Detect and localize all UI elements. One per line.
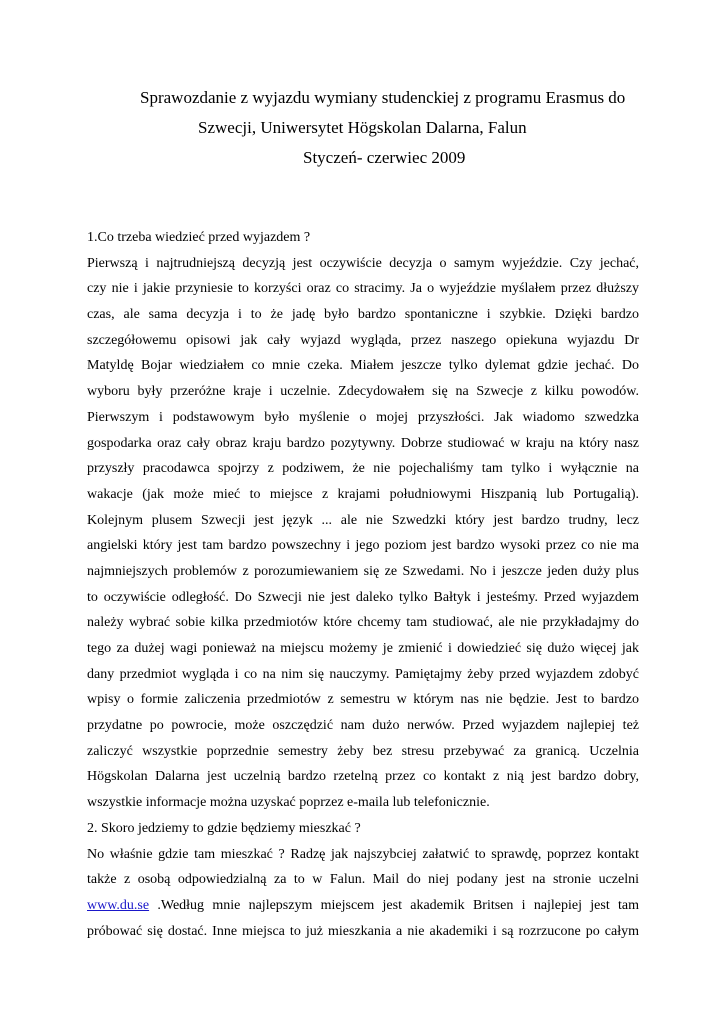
document-title-date: Styczeń- czerwiec 2009 xyxy=(303,148,466,167)
university-website-link[interactable]: www.du.se xyxy=(87,897,150,913)
paragraph-line: angielski który jest tam bardzo powszechny i jego poziom jest bardzo wysoki przez co nie ma xyxy=(87,538,639,554)
paragraph-line: tego za dużej wagi ponieważ na miejscu możemy je zmienić i dowiedzieć się dużo więcej jak xyxy=(87,641,639,656)
paragraph-line: wakacje (jak może mieć to miejsce z krajami południowymi Hiszpanią lub Portugalią). xyxy=(87,486,639,502)
section-heading-1: 1.Co trzeba wiedzieć przed wyjazdem ? xyxy=(87,230,311,245)
paragraph-line: Matyldę Bojar wiedziałem co mnie czeka. Miałem jeszcze tylko dylemat gdzie jechać. Do xyxy=(87,358,639,374)
paragraph-line: wpisy o formie zaliczenia przedmiotów z semestru w którym nas nie będzie. Jest to bardzo xyxy=(87,692,639,708)
paragraph-line: No właśnie gdzie tam mieszkać ? Radzę jak najszybciej załatwić to sprawdę, poprzez kontakt xyxy=(87,846,639,862)
paragraph-line: Pierwszym i podstawowym było myślenie o mojej przyszłości. Jak wiadomo szwedzka xyxy=(87,409,639,425)
paragraph-line: także z osobą odpowiedzialną za to w Falun. Mail do niej podany jest na stronie uczelni xyxy=(87,872,639,888)
paragraph-line: Pierwszą i najtrudniejszą decyzją jest oczywiście decyzja o samym wyjeździe. Czy jechać, xyxy=(87,255,639,271)
paragraph-line: należy wybrać sobie kilka przedmiotów które chcemy tam studiować, ale nie przykładajmy do xyxy=(87,615,639,631)
section-heading-2: 2. Skoro jedziemy to gdzie będziemy mieszkać ? xyxy=(87,820,361,836)
document-title-line-2: Szwecji, Uniwersytet Högskolan Dalarna, Falun xyxy=(198,118,527,137)
paragraph-line: najmniejszych problemów z porozumiewaniem się ze Szwedami. No i jeszcze jeden duży plus xyxy=(87,563,639,579)
paragraph-line: Kolejnym plusem Szwecji jest język ... ale nie Szwedzki który jest bardzo trudny, lecz xyxy=(87,512,639,528)
paragraph-line: Högskolan Dalarna jest uczelnią bardzo rzetelną przez co kontakt z nią jest bardzo dobry, xyxy=(87,769,639,785)
paragraph-line: szczegółowemu opisowi jak cały wyjazd wygląda, przez naszego opiekuna wyjazdu Dr xyxy=(87,332,639,348)
document-body xyxy=(87,225,639,944)
paragraph-text-after-link: .Według mnie najlepszym miejscem jest akademik Britsen i najlepiej jest tam xyxy=(149,897,639,913)
document-title-line-1: Sprawozdanie z wyjazdu wymiany studenckiej z programu Erasmus do xyxy=(140,88,626,107)
paragraph-line: czy nie i jakie przyniesie to korzyści oraz co stracimy. Ja o wyjeździe myślałem przez dłuższy xyxy=(87,281,639,297)
paragraph-line: przyszły pracodawca spojrzy z podziwem, że nie pojechaliśmy tam tylko i wyłącznie na xyxy=(87,461,639,477)
paragraph-line: wszystkie informacje można uzyskać poprzez e-maila lub telefonicznie. xyxy=(87,795,490,811)
paragraph-line: gospodarka oraz cały obraz kraju bardzo pozytywny. Dobrze studiować w kraju na który nasz xyxy=(87,435,639,451)
paragraph-line: to oczywiście odległość. Do Szwecji nie jest daleko tylko Bałtyk i jesteśmy. Przed wyjazdem xyxy=(87,589,639,605)
paragraph-line: wyboru były przeróżne kraje i uczelnie. Zdecydowałem się na Szwecje z kilku powodów. xyxy=(87,384,639,400)
paragraph-line: zaliczyć wszystkie poprzednie semestry żeby bez stresu przebywać za granicą. Uczelnia xyxy=(87,743,639,759)
paragraph-line: czas, ale sama decyzja i to że jadę było bardzo spontaniczne i szybkie. Dzięki bardzo xyxy=(87,307,639,323)
paragraph-line: próbować się dostać. Inne miejsca to już mieszkania a nie akademiki i są rozrzucone po całym xyxy=(87,923,639,939)
paragraph-line-with-link xyxy=(87,893,639,919)
paragraph-line: dany przedmiot wygląda i co na nim się nauczymy. Pamiętajmy żeby przed wyjazdem zdobyć xyxy=(87,666,639,682)
paragraph-line: przydatne po powrocie, może oszczędzić nam dużo nerwów. Przed wyjazdem najlepiej też xyxy=(87,718,639,734)
